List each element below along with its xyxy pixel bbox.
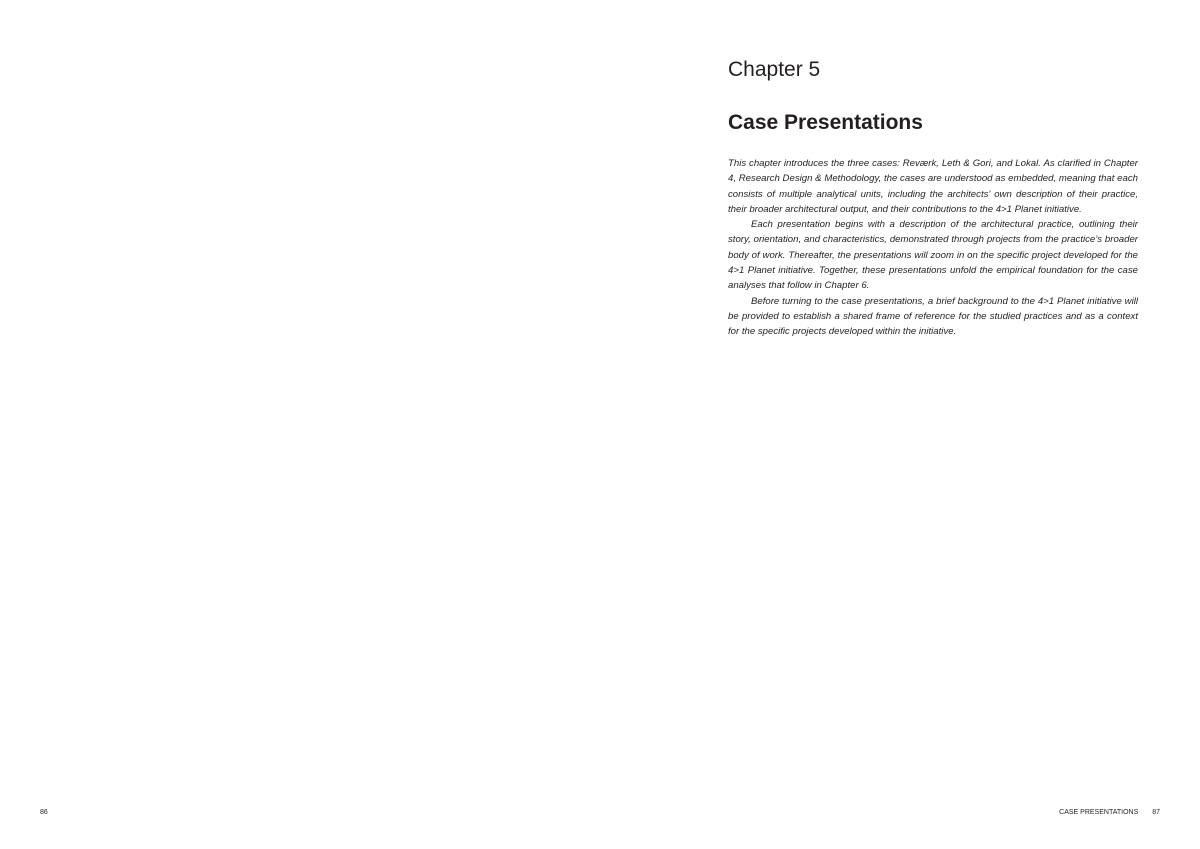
intro-paragraph: Each presentation begins with a description of the architectural practice, outlining their story, orientation, and characteristics, demonstrated through projects from the practice’s broader body of work. Thereafter, the presentations will zoom in on the specific project developed for the 4>1 Planet initiative. Together, these presentations unfold the empirical foundation for the case analyses that follow in Chapter 6. [728,219,1138,292]
chapter-intro-text [728,156,1138,340]
chapter-title: Case Presentations [728,111,923,134]
right-page-number: 87 [1152,809,1160,816]
right-page [600,0,1200,849]
left-page-number: 86 [40,809,48,816]
chapter-label: Chapter 5 [728,58,821,81]
footer-section-title: CASE PRESENTATIONS [1059,809,1139,816]
running-footer [1059,808,1160,818]
intro-paragraph: Before turning to the case presentations, a brief background to the 4>1 Planet initiative will be provided to establish a shared frame of reference for the studied practices and as a context for the specific projects developed within the initiative. [728,295,1138,338]
intro-paragraph: This chapter introduces the three cases: Reværk, Leth & Gori, and Lokal. As clarified in Chapter 4, Research Design & Methodology, the cases are understood as embedded, meaning that each consists of multiple analytical units, including the architects’ own description of their practice, their broader architectural output, and their contributions to the 4>1 Planet initiative. [728,158,1138,215]
